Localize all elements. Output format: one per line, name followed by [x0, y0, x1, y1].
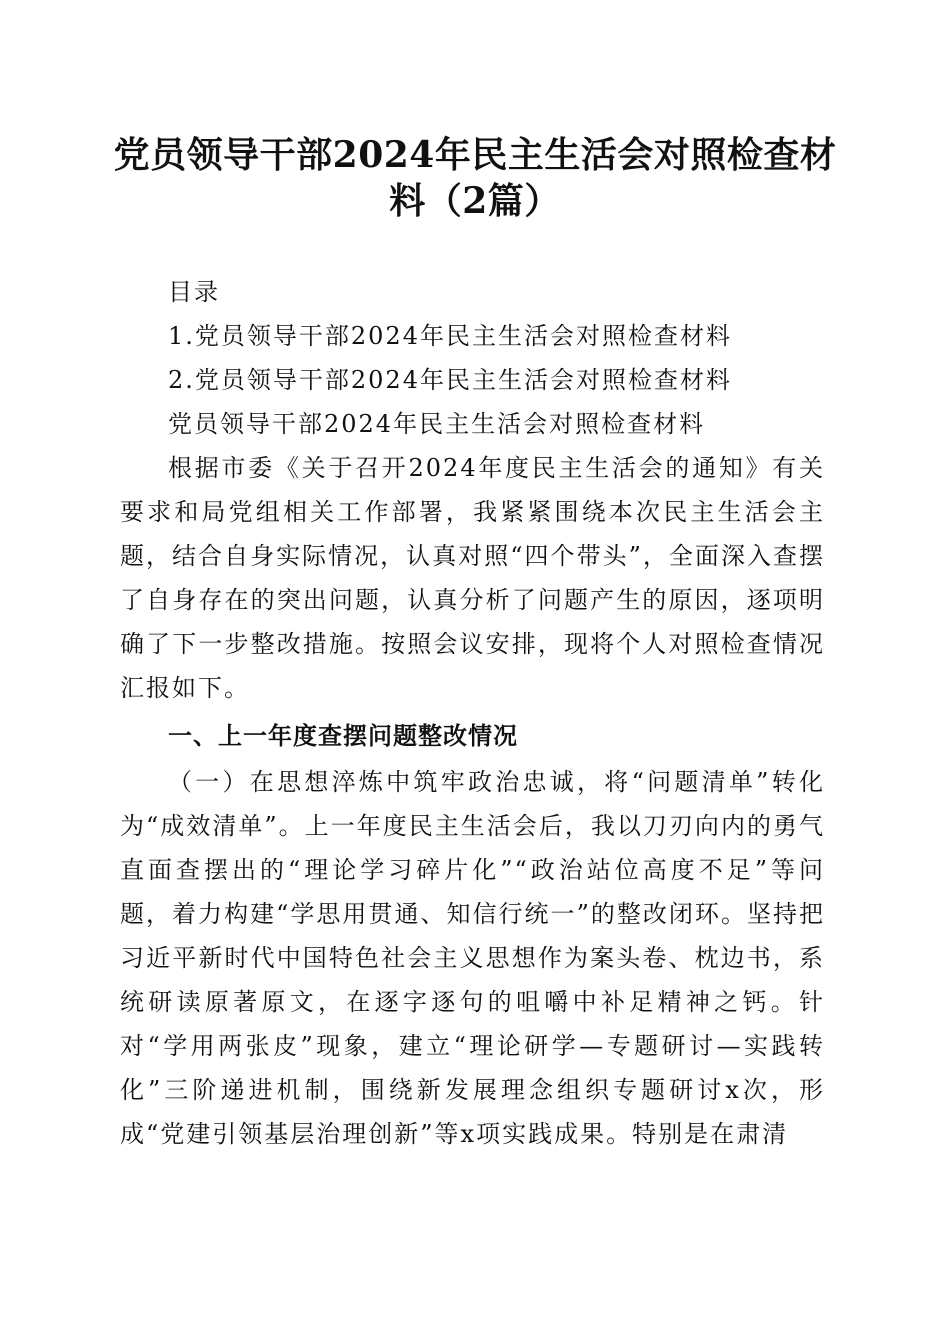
toc-item-2: 2.党员领导干部2024年民主生活会对照检查材料	[168, 366, 732, 394]
document-title: 党员领导干部2024年民主生活会对照检查材料（2篇）	[113, 134, 837, 222]
document-body	[120, 270, 825, 1156]
intro-paragraph: 根据市委《关于召开2024年度民主生活会的通知》有关要求和局党组相关工作部署，我紧紧围绕本次民主生活会主题，结合自身实际情况，认真对照“四个带头”，全面深入查摆了自身存在的突出问题，认真分析了问题产生的原因，逐项明确了下一步整改措施。按照会议安排，现将个人对照检查情况汇报如下。	[120, 454, 825, 702]
toc-label: 目录	[168, 278, 220, 306]
section-heading: 一、上一年度查摆问题整改情况	[168, 722, 518, 750]
toc-item-1: 1.党员领导干部2024年民主生活会对照检查材料	[168, 322, 732, 350]
section-paragraph: （一）在思想淬炼中筑牢政治忠诚，将“问题清单”转化为“成效清单”。上一年度民主生活会后，我以刀刃向内的勇气直面查摆出的“理论学习碎片化”“政治站位高度不足”等问题，着力构建“学思用贯通、知信行统一”的整改闭环。坚持把习近平新时代中国特色社会主义思想作为案头卷、枕边书，系统研读原著原文，在逐字逐句的咀嚼中补足精神之钙。针对“学用两张皮”现象，建立“理论研学—专题研讨—实践转化”三阶递进机制，围绕新发展理念组织专题研讨x次，形成“党建引领基层治理创新”等x项实践成果。特别是在肃清	[120, 768, 825, 1148]
article-title: 党员领导干部2024年民主生活会对照检查材料	[168, 410, 706, 438]
